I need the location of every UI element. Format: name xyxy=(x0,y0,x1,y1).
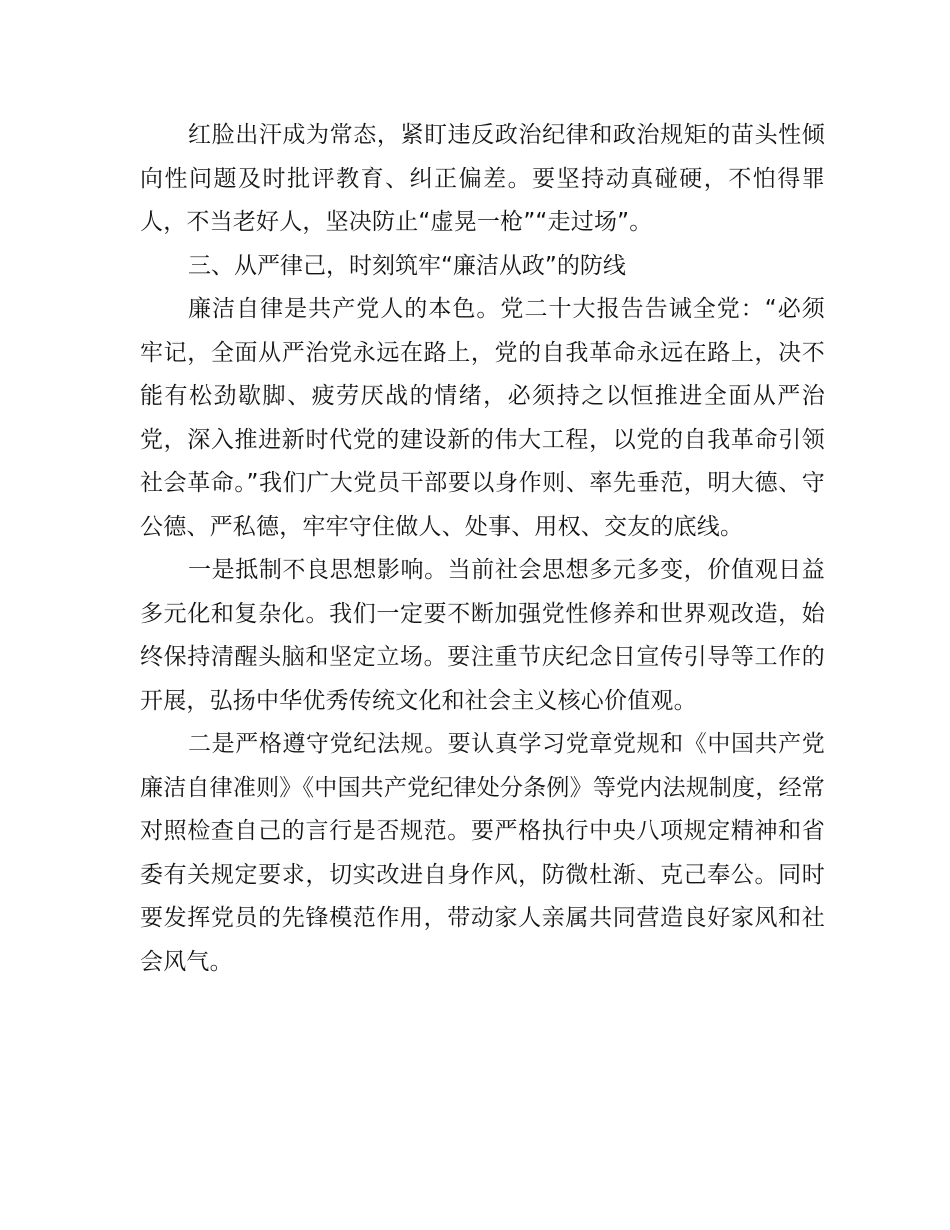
paragraph-point-2: 二是严格遵守党纪法规。要认真学习党章党规和《中国共产党廉洁自律准则》《中国共产党纪律处分条例》等党内法规制度，经常对照检查自己的言行是否规范。要严格执行中央八项规定精神和省委有关规定要求，切实改进自身作风，防微杜渐、克己奉公。同时要发挥党员的先锋模范作用，带动家人亲属共同营造良好家风和社会风气。 xyxy=(140,731,825,975)
document-body xyxy=(140,114,825,984)
paragraph-continued: 红脸出汗成为常态，紧盯违反政治纪律和政治规矩的苗头性倾向性问题及时批评教育、纠正偏差。要坚持动真碰硬，不怕得罪人，不当老好人，坚决防止“虚晃一枪”“走过场”。 xyxy=(140,122,825,235)
paragraph-intro: 廉洁自律是共产党人的本色。党二十大报告告诫全党：“必须牢记，全面从严治党永远在路上，党的自我革命永远在路上，决不能有松劲歇脚、疲劳厌战的情绪，必须持之以恒推进全面从严治党，深入推进新时代党的建设新的伟大工程，以党的自我革命引领社会革命。”我们广大党员干部要以身作则、率先垂范，明大德、守公德、严私德，牢牢守住做人、处事、用权、交友的底线。 xyxy=(140,296,825,540)
paragraph-point-1: 一是抵制不良思想影响。当前社会思想多元多变，价值观日益多元化和复杂化。我们一定要不断加强党性修养和世界观改造，始终保持清醒头脑和坚定立场。要注重节庆纪念日宣传引导等工作的开展，弘扬中华优秀传统文化和社会主义核心价值观。 xyxy=(140,557,825,714)
section-heading: 三、从严律己，时刻筑牢“廉洁从政”的防线 xyxy=(188,252,626,279)
